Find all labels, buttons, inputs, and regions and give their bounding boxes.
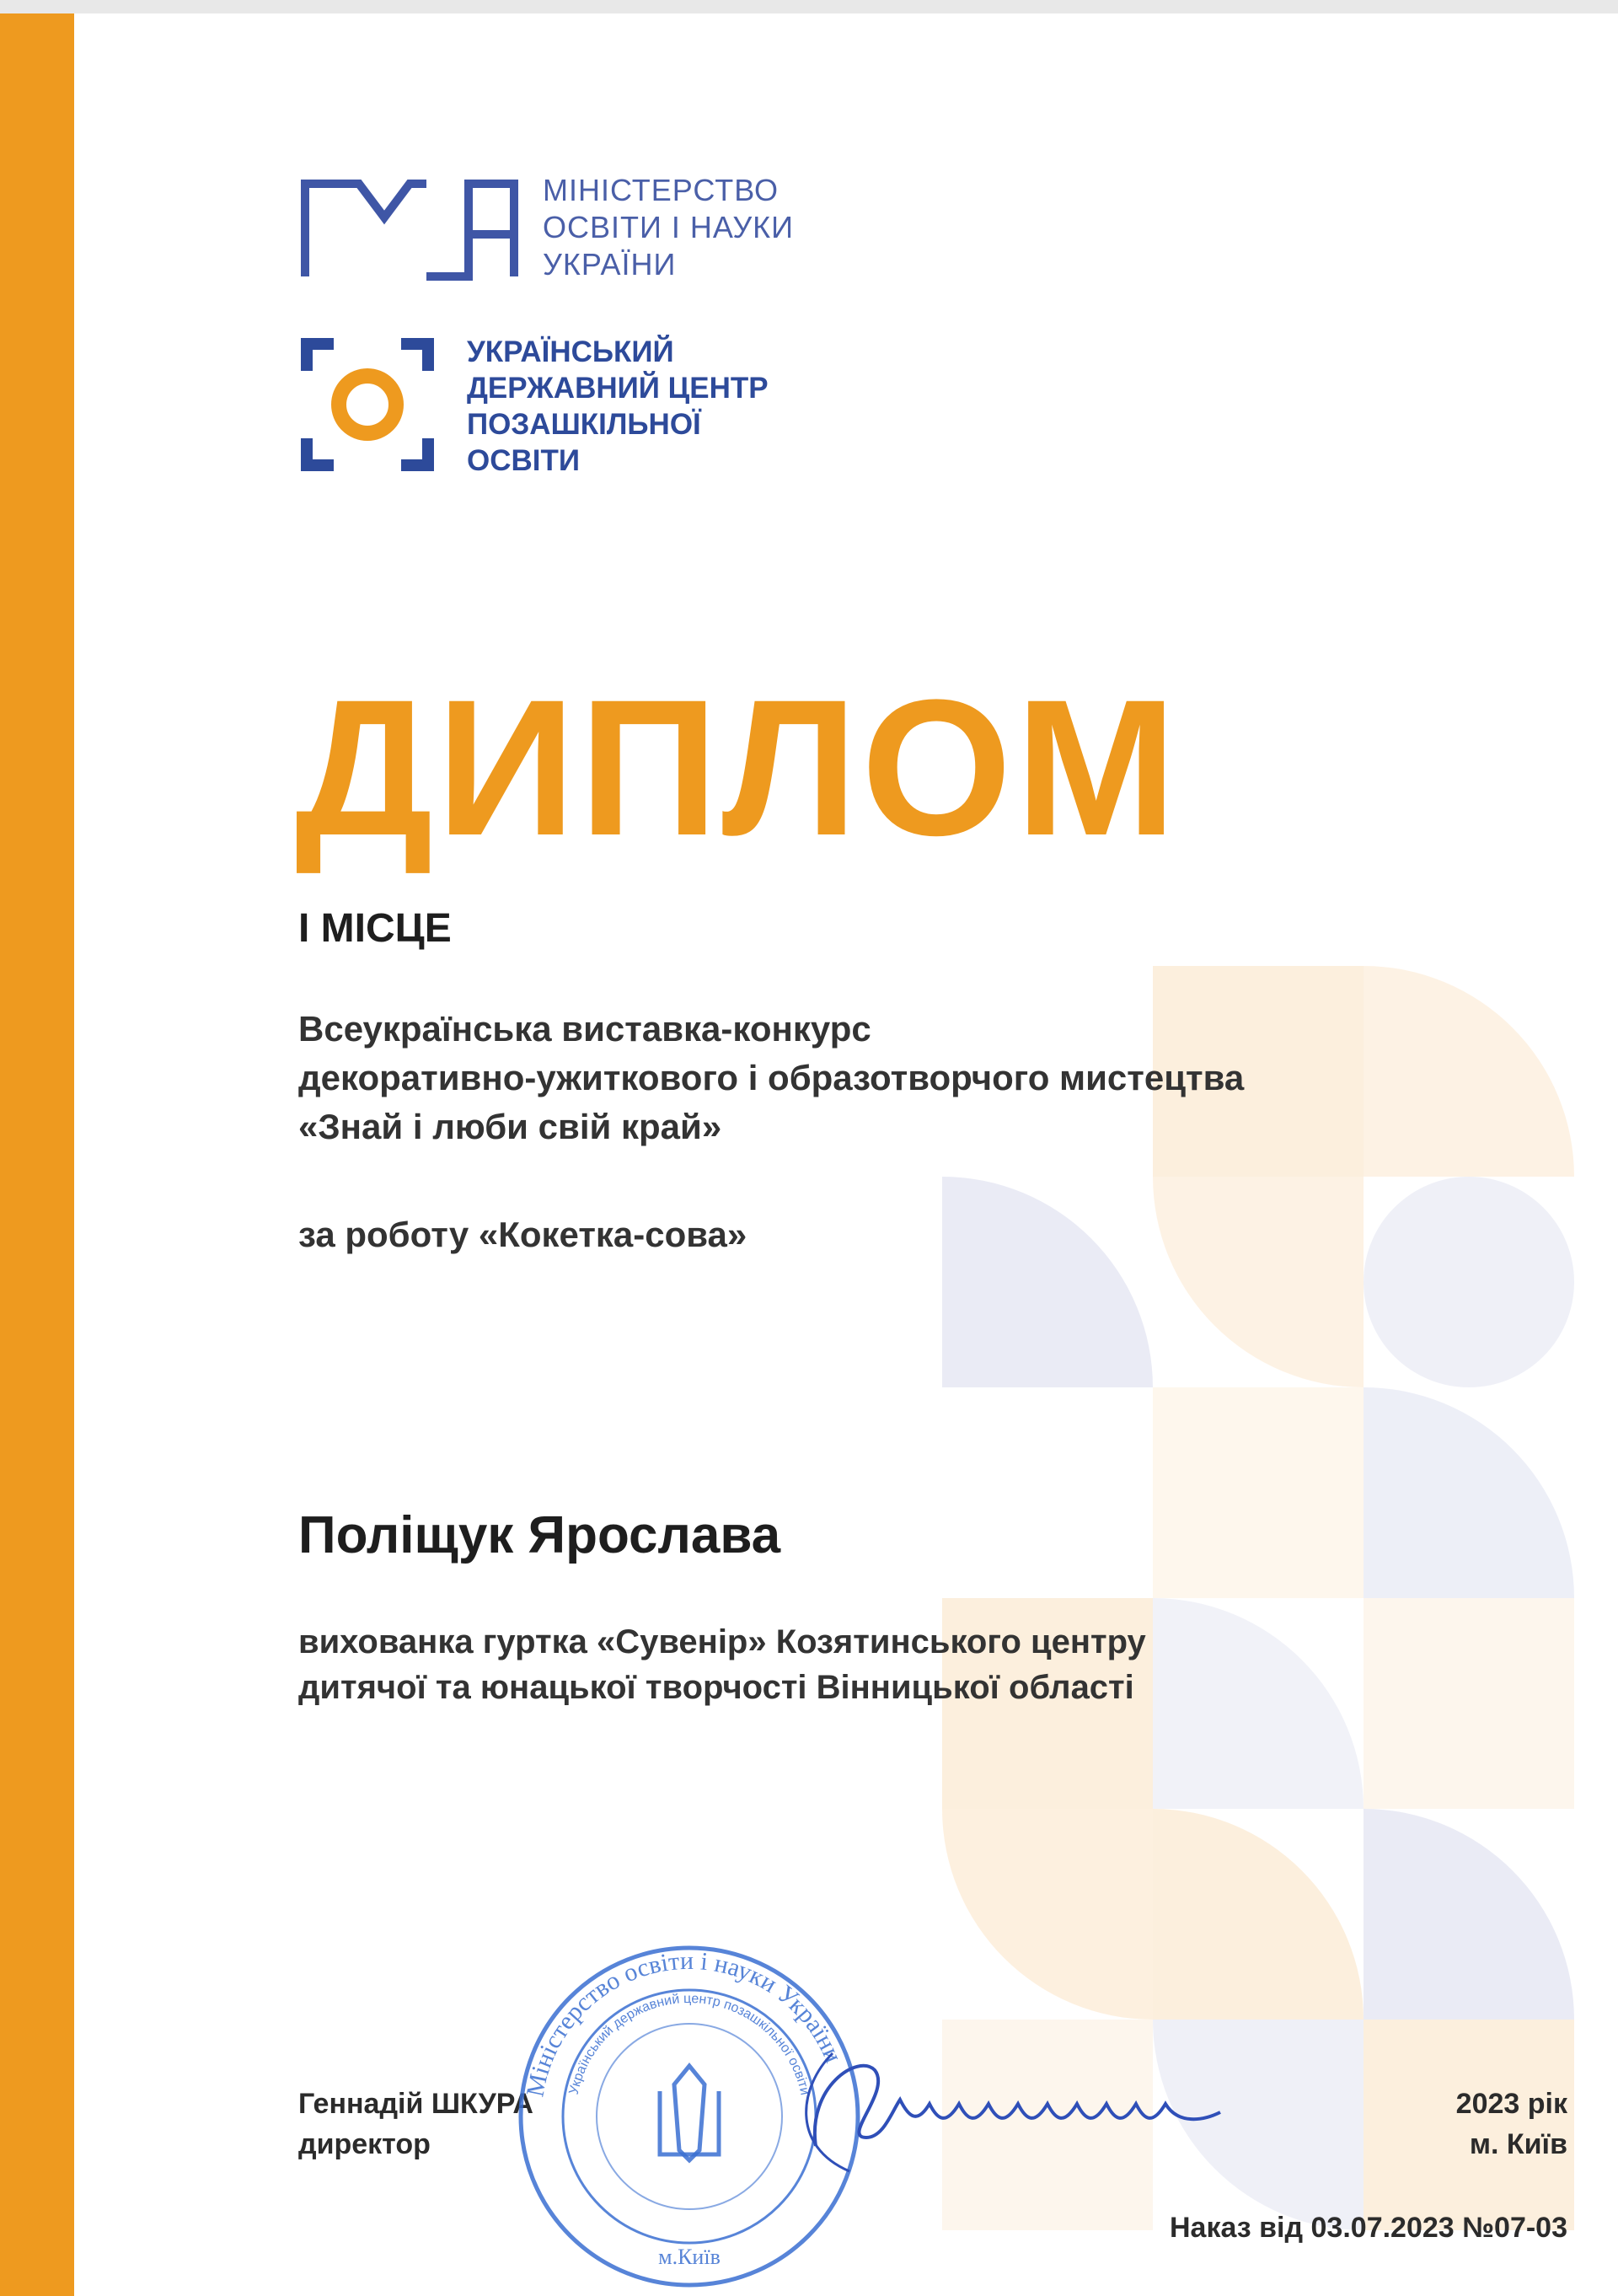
contest-description: Всеукраїнська виставка-конкурс декоративно-ужиткового і образотворчого мистецтва «Знай і люби свій край» — [298, 1009, 1245, 1146]
signer-block — [298, 2084, 533, 2165]
svg-text:Український державний центр по: Український державний центр позашкільної освіти — [566, 1991, 812, 2097]
work-title: за роботу «Кокетка-сова» — [298, 1215, 747, 1254]
svg-text:Міністерство освіти і науки Ук: Міністерство освіти і науки України — [521, 1946, 848, 2100]
ministry-name: МІНІСТЕРСТВО ОСВІТИ І НАУКИ УКРАЇНИ — [543, 173, 795, 282]
year-text: 2023 рік — [1455, 2088, 1567, 2120]
place-heading: І МІСЦЕ — [298, 906, 452, 951]
recipient-name: Поліщук Ярослава — [298, 1506, 781, 1564]
center-logo-mark — [300, 337, 435, 472]
signer-role: директор — [298, 2128, 431, 2160]
signature — [782, 2020, 1254, 2188]
signer-name: Геннадій ШКУРА — [298, 2088, 533, 2120]
svg-text:м.Київ: м.Київ — [658, 2245, 721, 2269]
top-bar — [0, 0, 1618, 13]
order-reference: Наказ від 03.07.2023 №07-03 — [1170, 2212, 1567, 2244]
diploma-title: ДИПЛОМ — [295, 659, 1181, 876]
recipient-description: вихованка гуртка «Сувенір» Козятинського центру дитячої та юнацької творчості Вінницької області — [298, 1623, 1146, 1706]
ministry-logo-mark — [300, 175, 519, 285]
orange-side-stripe — [0, 13, 74, 2296]
center-name: УКРАЇНСЬКИЙ ДЕРЖАВНИЙ ЦЕНТР ПОЗАШКІЛЬНОЇ ОСВІТИ — [467, 335, 769, 477]
diploma-page — [74, 13, 1618, 2296]
city-text: м. Київ — [1469, 2128, 1567, 2160]
date-place-block — [1456, 2084, 1567, 2165]
